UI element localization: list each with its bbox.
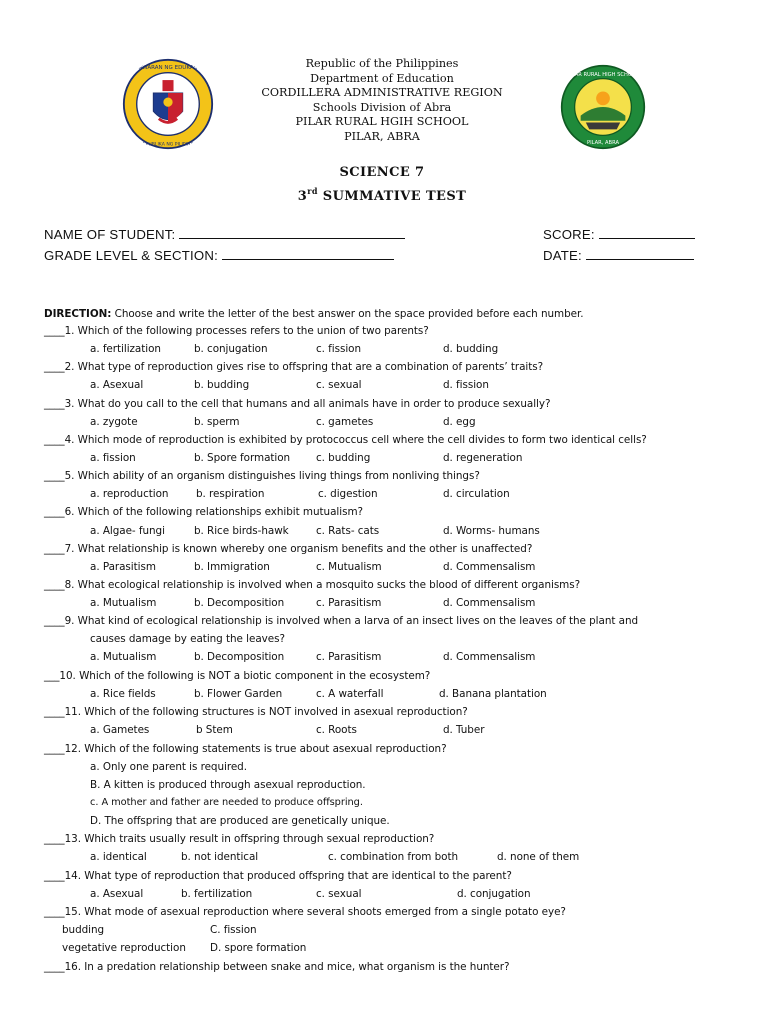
question-7: ____7. What relationship is known whereby one organism benefits and the other is unaffected? [44,543,533,555]
q10-option-d: d. Banana plantation [439,688,547,700]
question-13: ____13. Which traits usually result in offspring through sexual reproduction? [44,833,435,845]
q3-option-b: b. sperm [194,416,240,428]
q8-option-b: b. Decomposition [194,597,285,609]
question-14: ____14. What type of reproduction that produced offspring that are identical to the parent? [44,870,512,882]
question-8: ____8. What ecological relationship is involved when a mosquito sucks the blood of different organisms? [44,579,581,591]
score-label: SCORE: [543,227,595,242]
q11-option-c: c. Roots [316,724,357,736]
q3-option-c: c. gametes [316,416,374,428]
q11-option-d: d. Tuber [443,724,485,736]
direction-text: Choose and write the letter of the best answer on the space provided before each number. [111,308,584,320]
deped-seal-logo [122,58,214,150]
q12-option-c: c. A mother and father are needed to produce offspring. [90,797,363,808]
header-line-school: PILAR RURAL HGIH SCHOOL [295,115,469,129]
subject-title: SCIENCE 7 [339,165,425,180]
direction-label: DIRECTION: [44,308,112,320]
direction-line [44,308,584,320]
q15-option-budding: budding [62,924,105,936]
q6-option-b: b. Rice birds-hawk [194,525,289,537]
question-11: ____11. Which of the following structures is NOT involved in asexual reproduction? [44,706,468,718]
svg-text:KAGAWARAN NG EDUKASYON: KAGAWARAN NG EDUKASYON [127,65,209,72]
q6-option-c: c. Rats- cats [316,525,380,537]
q1-option-d: d. budding [443,343,499,355]
q2-option-a: a. Asexual [90,379,144,391]
q10-option-a: a. Rice fields [90,688,156,700]
q14-option-a: a. Asexual [90,888,144,900]
q11-option-a: a. Gametes [90,724,150,736]
q6-option-d: d. Worms- humans [443,525,540,537]
q8-option-c: c. Parasitism [316,597,382,609]
q5-option-c: c. digestion [318,488,378,500]
q14-option-c: c. sexual [316,888,362,900]
q4-option-c: c. budding [316,452,371,464]
q1-option-a: a. fertilization [90,343,161,355]
svg-text:REPUBLIKA NG PILIPINAS: REPUBLIKA NG PILIPINAS [139,142,197,148]
test-title-rest: SUMMATIVE TEST [317,189,467,204]
question-16: ____16. In a predation relationship between snake and mice, what organism is the hunter? [44,961,510,973]
q7-option-a: a. Parasitism [90,561,156,573]
q5-option-d: d. circulation [443,488,510,500]
q15-option-vegetative: vegetative reproduction [62,942,186,954]
q1-option-b: b. conjugation [194,343,268,355]
date-field [543,248,694,263]
q12-option-d: D. The offspring that are produced are genetically unique. [90,815,390,827]
q15-option-d: D. spore formation [210,942,307,954]
score-field [543,227,695,242]
q9-option-b: b. Decomposition [194,651,285,663]
question-2: ____2. What type of reproduction gives rise to offspring that are a combination of parents’ traits? [44,361,544,373]
q14-option-b: b. fertilization [181,888,253,900]
header-line-location: PILAR, ABRA [344,129,420,143]
q5-option-b: b. respiration [196,488,265,500]
q12-option-b: B. A kitten is produced through asexual reproduction. [90,779,366,791]
student-name-field [44,227,405,242]
q7-option-b: b. Immigration [194,561,270,573]
q15-option-c: C. fission [210,924,257,936]
q2-option-c: c. sexual [316,379,362,391]
header-line-department: Department of Education [310,71,454,85]
question-1: ____1. Which of the following processes refers to the union of two parents? [44,325,429,337]
q7-option-d: d. Commensalism [443,561,536,573]
school-header [234,57,530,145]
test-number-suffix: rd [307,186,318,196]
question-9: ____9. What kind of ecological relationship is involved when a larva of an insect lives on the leaves of the plant and [44,615,639,627]
q8-option-d: d. Commensalism [443,597,536,609]
header-line-republic: Republic of the Philippines [305,57,459,70]
school-seal-logo [560,64,646,150]
student-name-blank [179,227,405,239]
q4-option-b: b. Spore formation [194,452,291,464]
q13-option-a: a. identical [90,851,147,863]
q2-option-d: d. fission [443,379,489,391]
test-title [234,186,530,204]
grade-section-blank [222,248,394,260]
q10-option-b: b. Flower Garden [194,688,283,700]
grade-section-field [44,248,394,263]
q7-option-c: c. Mutualism [316,561,382,573]
q11-option-b: b Stem [196,724,233,736]
q9-option-a: a. Mutualism [90,651,157,663]
q14-option-d: d. conjugation [457,888,531,900]
q13-option-b: b. not identical [181,851,259,863]
q13-option-c: c. combination from both [328,851,459,863]
q2-option-b: b. budding [194,379,250,391]
date-blank [586,248,694,260]
question-5: ____5. Which ability of an organism distinguishes living things from nonliving things? [44,470,480,482]
q12-option-a: a. Only one parent is required. [90,761,247,773]
test-number: 3 [297,189,308,204]
q10-option-c: c. A waterfall [316,688,384,700]
question-10: ___10. Which of the following is NOT a biotic component in the ecosystem? [44,670,431,682]
q3-option-d: d. egg [443,416,476,428]
q1-option-c: c. fission [316,343,362,355]
svg-text:PILAR RURAL HIGH SCHOOL: PILAR RURAL HIGH SCHOOL [567,72,639,79]
q5-option-a: a. reproduction [90,488,169,500]
svg-text:PILAR, ABRA: PILAR, ABRA [587,139,619,146]
q3-option-a: a. zygote [90,416,138,428]
q9-option-c: c. Parasitism [316,651,382,663]
q4-option-d: d. regeneration [443,452,523,464]
student-name-label: NAME OF STUDENT: [44,227,176,242]
question-12: ____12. Which of the following statements is true about asexual reproduction? [44,743,447,755]
question-9-continued: causes damage by eating the leaves? [90,633,285,645]
question-6: ____6. Which of the following relationships exhibit mutualism? [44,506,363,518]
date-label: DATE: [543,248,582,263]
q6-option-a: a. Algae- fungi [90,525,165,537]
grade-section-label: GRADE LEVEL & SECTION: [44,248,218,263]
q8-option-a: a. Mutualism [90,597,157,609]
q13-option-d: d. none of them [497,851,580,863]
score-blank [599,227,695,239]
question-15: ____15. What mode of asexual reproduction where several shoots emerged from a single potato eye? [44,906,566,918]
q4-option-a: a. fission [90,452,136,464]
q9-option-d: d. Commensalism [443,651,536,663]
header-line-division: Schools Division of Abra [312,100,452,114]
question-3: ____3. What do you call to the cell that humans and all animals have in order to produce sexually? [44,398,551,410]
question-4: ____4. Which mode of reproduction is exhibited by protococcus cell where the cell divides to form two identical cells? [44,434,647,446]
header-line-region: CORDILLERA ADMINISTRATIVE REGION [261,86,503,100]
